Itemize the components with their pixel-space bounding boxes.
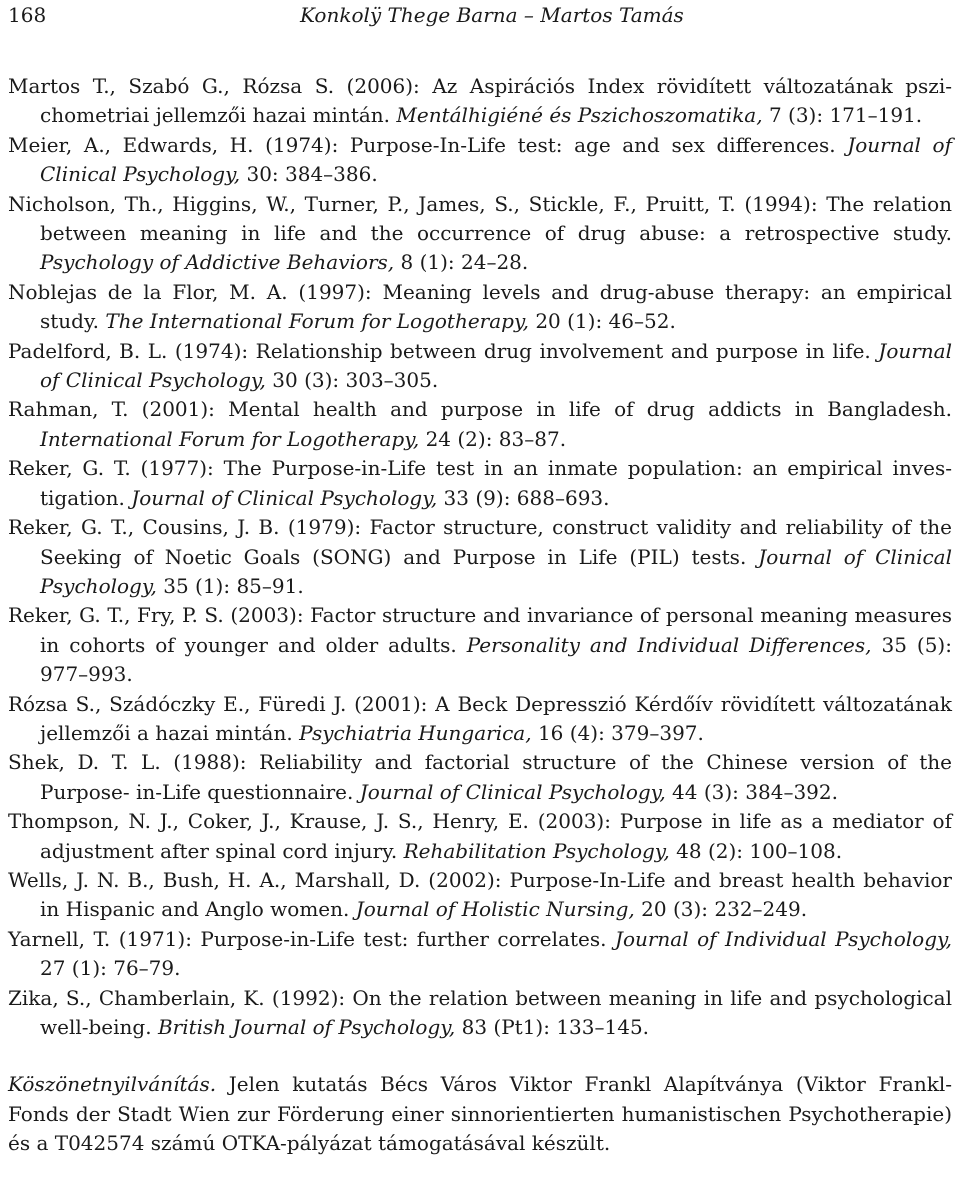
acknowledgement-text: Jelen kutatás Bécs Város Viktor Frankl Alapítványa (Viktor Frankl-Fonds der Stadt Wien zur Förderung einer sinnorientierten humanistischen Psychotherapie) és a T042574 számú OTKA-pályázat támogatásával készült. bbox=[8, 1072, 952, 1156]
reference-details: 30 (3): 303–305. bbox=[265, 368, 439, 393]
reference-details: 27 (1): 76–79. bbox=[40, 956, 181, 981]
reference-item bbox=[8, 690, 952, 749]
reference-details: 8 (1): 24–28. bbox=[394, 250, 529, 275]
reference-item bbox=[8, 72, 952, 131]
reference-item bbox=[8, 925, 952, 984]
reference-text: Rózsa S., Szádóczky E., Füredi J. (2001): A Beck Depresszió Kérdőív rövidített változatának jellemzői a hazai mintán. bbox=[8, 691, 952, 745]
reference-text: Martos T., Szabó G., Rózsa S. (2006): Az Aspirációs Index rövidített változatának pszichometriai jellemzői hazai mintán. bbox=[8, 74, 952, 128]
reference-text: Wells, J. N. B., Bush, H. A., Marshall, D. (2002): Purpose-In-Life and breast health behavior in Hispanic and Anglo women. bbox=[8, 867, 952, 922]
reference-details: 33 (9): 688–693. bbox=[437, 485, 610, 510]
reference-details: 24 (2): 83–87. bbox=[419, 426, 567, 451]
journal-page bbox=[8, 0, 952, 1179]
acknowledgement-label: Köszönetnyilvánítás. bbox=[8, 1072, 217, 1097]
reference-source: Rehabilitation Psychology, bbox=[403, 838, 670, 863]
reference-text: Zika, S., Chamberlain, K. (1992): On the relation between meaning in life and psychological well-being. bbox=[8, 985, 952, 1039]
acknowledgement bbox=[8, 1070, 952, 1158]
reference-source: British Journal of Psychology, bbox=[157, 1015, 456, 1039]
reference-text: Reker, G. T., Fry, P. S. (2003): Factor structure and invariance of personal meaning measures in cohorts of younger and older adults. bbox=[8, 603, 952, 657]
reference-item bbox=[8, 190, 952, 278]
page-number: 168 bbox=[8, 3, 47, 27]
reference-details: 7 (3): 171–191. bbox=[762, 103, 923, 128]
reference-item bbox=[8, 278, 952, 337]
reference-details: 48 (2): 100–108. bbox=[669, 838, 843, 863]
reference-source: Mentálhigiéné és Pszichoszomatika, bbox=[396, 103, 763, 128]
reference-item bbox=[8, 866, 952, 925]
reference-text: Meier, A., Edwards, H. (1974): Purpose-In-Life test: age and sex differences. bbox=[8, 132, 848, 157]
reference-list bbox=[8, 72, 952, 1042]
reference-item bbox=[8, 395, 952, 454]
reference-source: Personality and Individual Differences, bbox=[466, 632, 872, 657]
reference-details: 83 (Pt1): 133–145. bbox=[455, 1015, 650, 1039]
reference-source: Journal of Clinical Psychology, bbox=[359, 779, 666, 804]
reference-item bbox=[8, 513, 952, 601]
reference-source: Journal of Clinical Psychology, bbox=[131, 485, 438, 510]
reference-source: Psychiatria Hungarica, bbox=[299, 720, 532, 745]
reference-item bbox=[8, 454, 952, 513]
reference-item bbox=[8, 807, 952, 866]
reference-text: Noblejas de la Flor, M. A. (1997): Meaning levels and drug-abuse therapy: an empirical study. bbox=[8, 279, 952, 334]
reference-item bbox=[8, 337, 952, 396]
reference-details: 16 (4): 379–397. bbox=[531, 720, 704, 745]
reference-text: Thompson, N. J., Coker, J., Krause, J. S., Henry, E. (2003): Purpose in life as a mediator of adjustment after spinal cord injury. bbox=[8, 809, 952, 863]
reference-source: Journal of Clinical Psychology, bbox=[40, 338, 952, 393]
reference-source: Psychology of Addictive Behaviors, bbox=[40, 250, 395, 275]
reference-source: The International Forum for Logotherapy, bbox=[105, 309, 529, 334]
reference-item bbox=[8, 984, 952, 1043]
reference-source: International Forum for Logotherapy, bbox=[40, 426, 420, 451]
reference-text: Padelford, B. L. (1974): Relationship between drug involvement and purpose in life. bbox=[8, 338, 879, 363]
reference-source: Journal of Clinical Psychology, bbox=[40, 132, 952, 187]
reference-source: Journal of Clinical Psychology, bbox=[40, 544, 952, 598]
reference-item bbox=[8, 748, 952, 807]
reference-details: 20 (1): 46–52. bbox=[528, 309, 676, 334]
running-title: Konkolÿ Thege Barna – Martos Tamás bbox=[300, 3, 684, 27]
reference-details: 30: 384–386. bbox=[240, 162, 378, 187]
running-head bbox=[8, 4, 952, 34]
reference-text: Reker, G. T., Cousins, J. B. (1979): Factor structure, construct validity and reliability of the Seeking of Noetic Goals (SONG) and Purpose in Life (PIL) tests. bbox=[8, 515, 952, 569]
reference-details: 35 (5): 977–993. bbox=[40, 632, 952, 687]
reference-source: Journal of Holistic Nursing, bbox=[355, 897, 635, 922]
reference-item bbox=[8, 601, 952, 689]
reference-text: Shek, D. T. L. (1988): Reliability and factorial structure of the Chinese version of the Purpose- in-Life questionnaire. bbox=[8, 750, 952, 804]
reference-text: Nicholson, Th., Higgins, W., Turner, P., James, S., Stickle, F., Pruitt, T. (1994): The relation between meaning in life and the occurrence of drug abuse: a retrospective study. bbox=[8, 191, 952, 246]
reference-text: Reker, G. T. (1977): The Purpose-in-Life test in an inmate population: an empirical investigation. bbox=[8, 456, 952, 510]
reference-details: 44 (3): 384–392. bbox=[665, 779, 838, 804]
reference-details: 20 (3): 232–249. bbox=[634, 897, 808, 922]
reference-details: 35 (1): 85–91. bbox=[156, 573, 304, 598]
reference-source: Journal of Individual Psychology, bbox=[614, 926, 952, 951]
reference-text: Rahman, T. (2001): Mental health and purpose in life of drug addicts in Bangladesh. bbox=[8, 397, 952, 422]
reference-text: Yarnell, T. (1971): Purpose-in-Life test: further correlates. bbox=[8, 926, 615, 951]
reference-item bbox=[8, 131, 952, 190]
